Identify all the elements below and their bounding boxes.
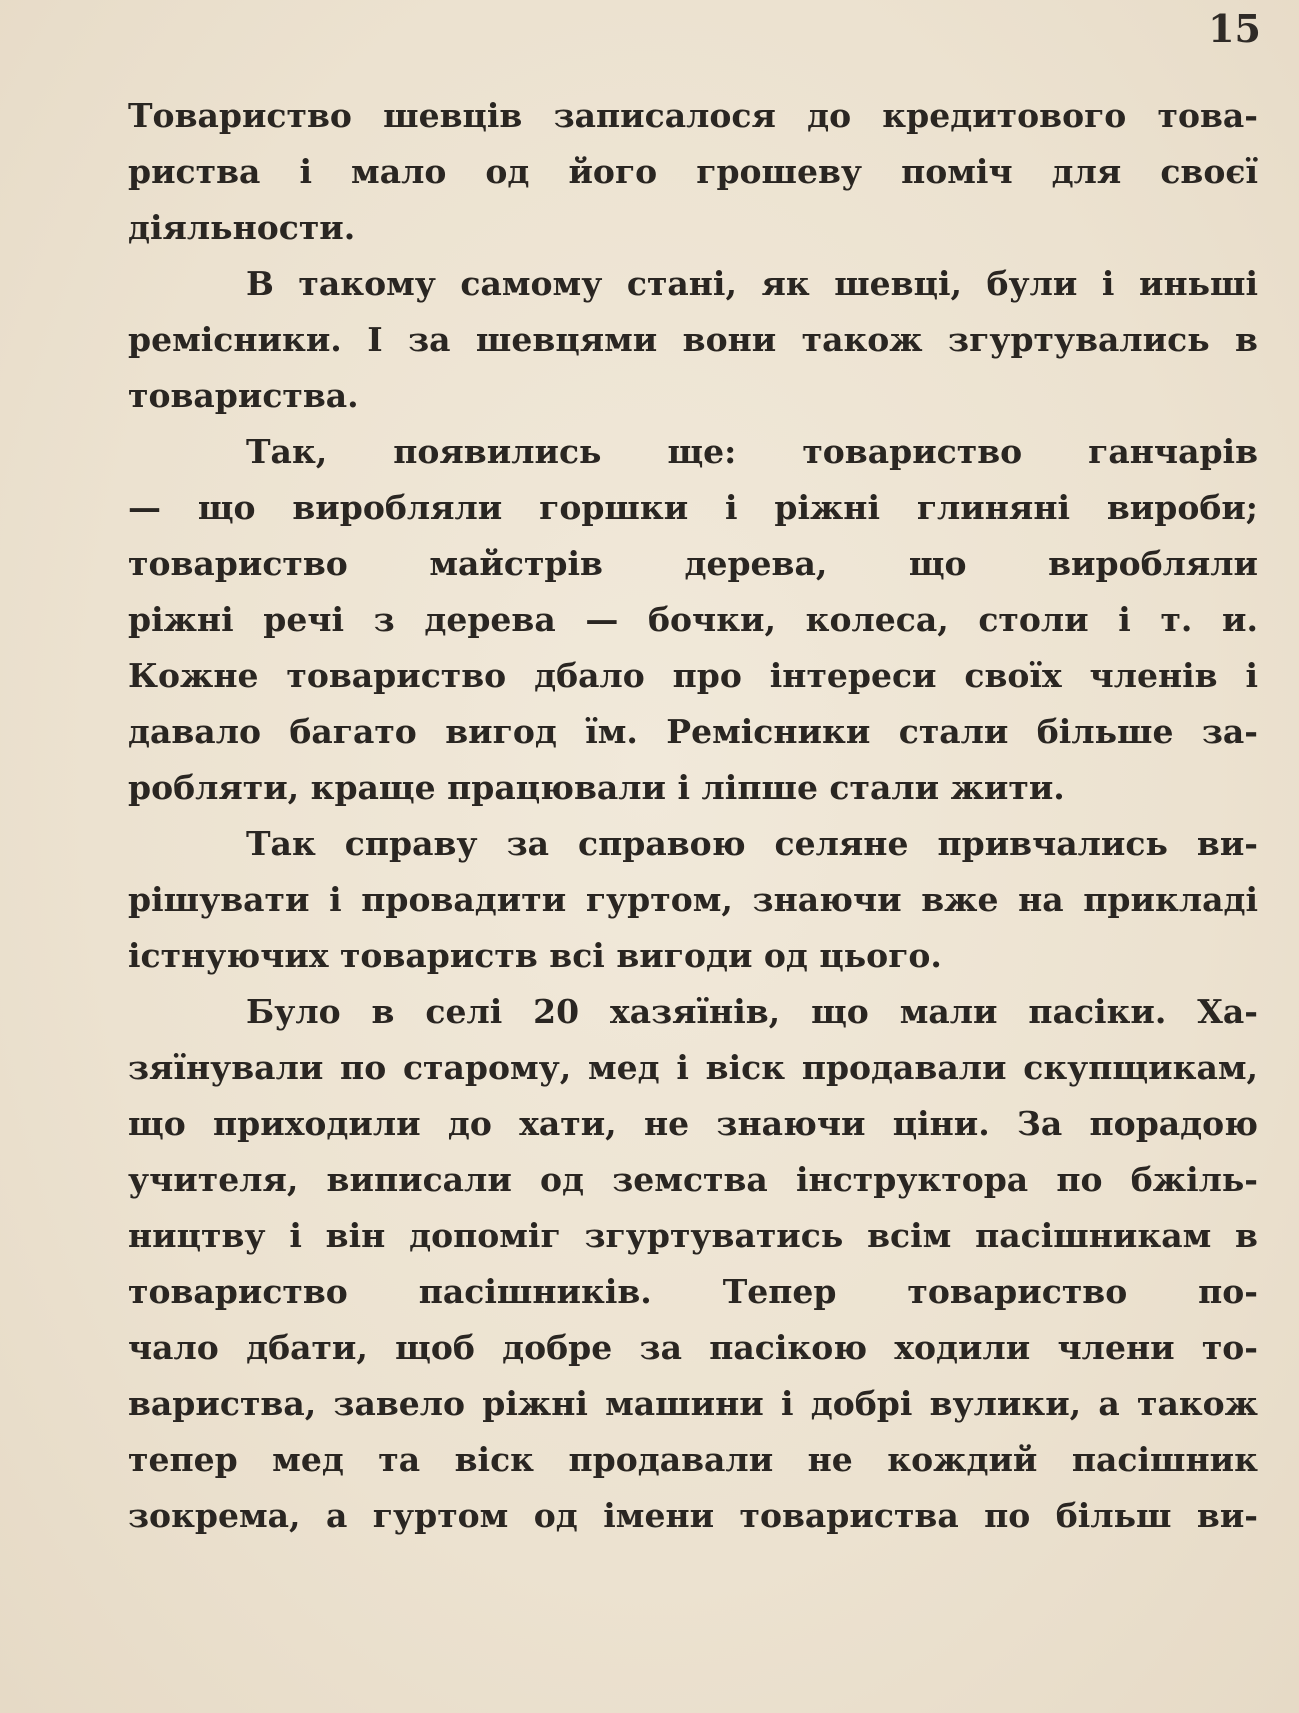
text-line: зокрема, а гуртом од імени товариства по більш ви- [128, 1496, 1258, 1535]
text-line: товариства. [128, 376, 359, 415]
text-line: діяльности. [128, 208, 356, 247]
text-line: В такому самому стані, як шевці, були і иньші [246, 264, 1258, 303]
text-line: тепер мед та віск продавали не кождий пасішник [128, 1440, 1258, 1479]
page-number: 15 [1208, 6, 1261, 51]
text-line: Товариство шевців записалося до кредитового това- [128, 96, 1258, 135]
text-line: Так справу за справою селяне привчались ви- [246, 824, 1258, 863]
text-line: зяїнували по старому, мед і віск продавали скупщикам, [128, 1048, 1258, 1087]
text-line: чало дбати, щоб добре за пасікою ходили члени то- [128, 1328, 1258, 1367]
text-line: ництву і він допоміг згуртуватись всім пасішникам в [128, 1216, 1258, 1255]
text-line: ремісники. І за шевцями вони також згуртувались в [128, 320, 1258, 359]
text-line: Було в селі 20 хазяїнів, що мали пасіки. Ха- [246, 992, 1258, 1031]
text-line: — що виробляли горшки і ріжні глиняні вироби; [128, 488, 1258, 527]
text-line: Так, появились ще: товариство ганчарів [246, 432, 1258, 471]
text-line: учителя, виписали од земства інструктора по бжіль- [128, 1160, 1258, 1199]
text-line: давало багато вигод їм. Ремісники стали більше за- [128, 712, 1258, 751]
text-line: істнуючих товариств всі вигоди од цього. [128, 936, 942, 975]
text-line: товариство пасішників. Тепер товариство по- [128, 1272, 1258, 1311]
text-line: робляти, краще працювали і ліпше стали жити. [128, 768, 1065, 807]
text-line: рішувати і провадити гуртом, знаючи вже на прикладі [128, 880, 1258, 919]
text-line: риства і мало од його грошеву поміч для своєї [128, 152, 1258, 191]
body-text [128, 88, 1258, 1544]
text-line: що приходили до хати, не знаючи ціни. За порадою [128, 1104, 1258, 1143]
text-line: товариство майстрів дерева, що виробляли [128, 544, 1258, 583]
text-line: Кожне товариство дбало про інтереси своїх членів і [128, 656, 1258, 695]
text-line: вариства, завело ріжні машини і добрі вулики, а також [128, 1384, 1258, 1423]
text-line: ріжні речі з дерева — бочки, колеса, столи і т. и. [128, 600, 1258, 639]
